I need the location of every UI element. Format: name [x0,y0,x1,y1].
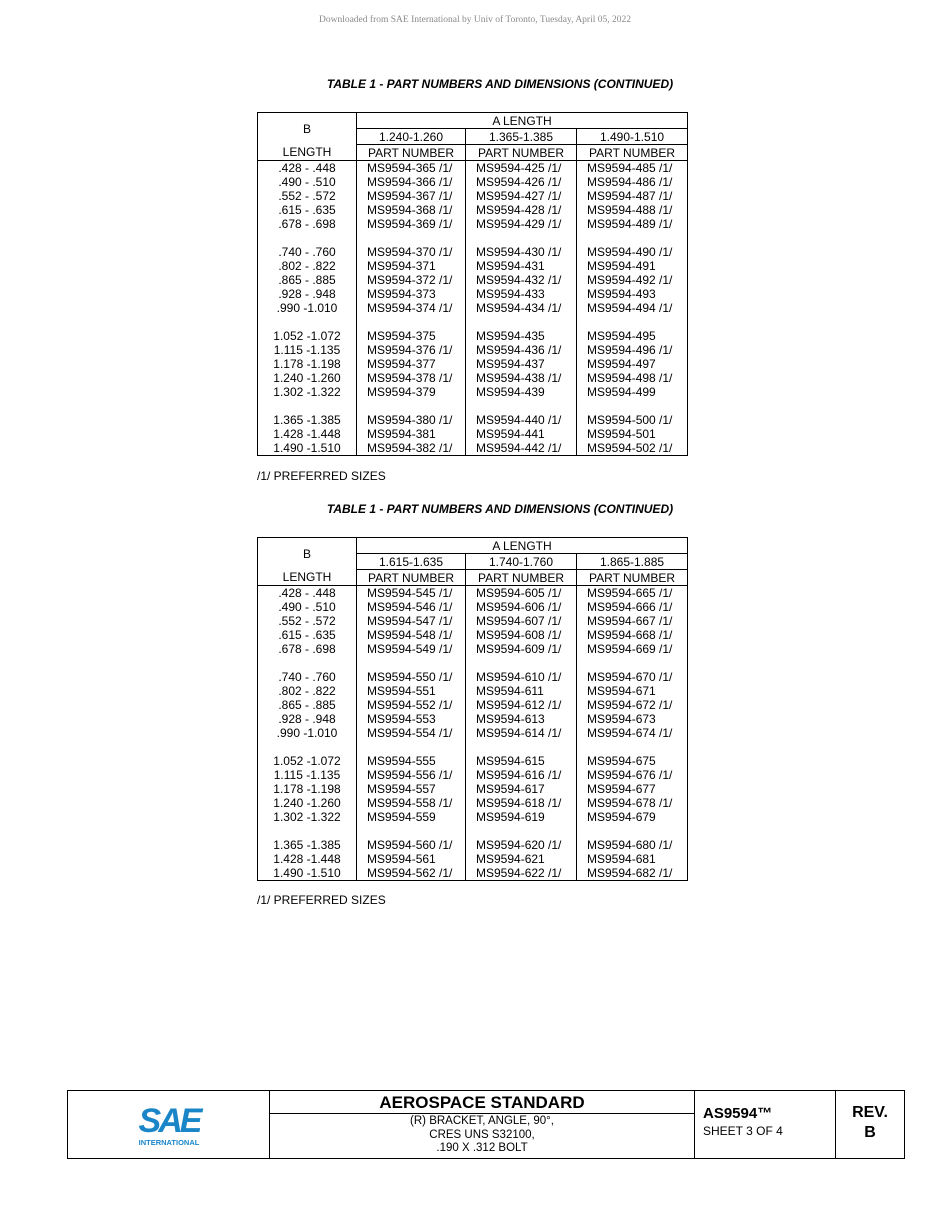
part-number-cell: MS9594-614 /1/ [466,726,577,740]
part-number-cell: MS9594-666 /1/ [577,600,688,614]
table-row [258,301,688,315]
table-row [258,628,688,642]
document-number: AS9594™ [703,1105,773,1122]
a-range-header: 1.240-1.260 [357,129,466,145]
part-number-cell: MS9594-554 /1/ [357,726,466,740]
part-number-cell: MS9594-552 /1/ [357,698,466,712]
spacer-cell [577,315,688,329]
sae-logo [68,1091,270,1158]
part-number-table-2 [257,537,688,881]
spacer-cell [466,231,577,245]
b-length-cell: 1.240 -1.260 [258,796,357,810]
part-number-cell: MS9594-485 /1/ [577,161,688,176]
table-body-2 [258,586,688,881]
table-row [258,586,688,601]
revision-value: B [864,1124,876,1141]
b-length-cell: .552 - .572 [258,189,357,203]
a-range-header: 1.740-1.760 [466,554,577,570]
part-number-cell: MS9594-502 /1/ [577,441,688,456]
part-number-cell: MS9594-377 [357,357,466,371]
part-number-cell: MS9594-434 /1/ [466,301,577,315]
table-row [258,726,688,740]
part-number-cell: MS9594-369 /1/ [357,217,466,231]
part-number-cell: MS9594-612 /1/ [466,698,577,712]
table-row [258,357,688,371]
group-spacer [258,824,688,838]
part-number-header: PART NUMBER [577,145,688,161]
length-header: LENGTH [258,145,357,161]
part-description [270,1114,694,1156]
part-number-cell: MS9594-431 [466,259,577,273]
spacer-cell [258,824,357,838]
spacer-cell [258,399,357,413]
part-number-cell: MS9594-374 /1/ [357,301,466,315]
group-spacer [258,740,688,754]
table-title-1: TABLE 1 - PART NUMBERS AND DIMENSIONS (CONTINUED) [326,77,674,91]
part-number-cell: MS9594-545 /1/ [357,586,466,601]
table-row [258,287,688,301]
spacer-cell [466,824,577,838]
part-number-cell: MS9594-500 /1/ [577,413,688,427]
table-row [258,217,688,231]
b-length-cell: .615 - .635 [258,203,357,217]
part-number-cell: MS9594-607 /1/ [466,614,577,628]
part-number-header: PART NUMBER [466,145,577,161]
part-number-cell: MS9594-372 /1/ [357,273,466,287]
part-number-cell: MS9594-667 /1/ [577,614,688,628]
spacer-cell [357,740,466,754]
b-length-cell: 1.240 -1.260 [258,371,357,385]
table-row [258,413,688,427]
title-block [67,1090,905,1159]
part-number-cell: MS9594-672 /1/ [577,698,688,712]
part-number-cell: MS9594-375 [357,329,466,343]
part-number-cell: MS9594-379 [357,385,466,399]
part-number-cell: MS9594-675 [577,754,688,768]
group-spacer [258,399,688,413]
b-length-cell: .990 -1.010 [258,726,357,740]
revision-cell [836,1091,904,1158]
part-number-cell: MS9594-678 /1/ [577,796,688,810]
a-range-header: 1.490-1.510 [577,129,688,145]
part-number-cell: MS9594-376 /1/ [357,343,466,357]
b-length-cell: .990 -1.010 [258,301,357,315]
table-row [258,698,688,712]
b-length-cell: .552 - .572 [258,614,357,628]
b-length-cell: 1.428 -1.448 [258,852,357,866]
part-number-cell: MS9594-427 /1/ [466,189,577,203]
svg-text:INTERNATIONAL: INTERNATIONAL [138,1138,200,1147]
part-number-header: PART NUMBER [466,570,577,586]
part-number-cell: MS9594-492 /1/ [577,273,688,287]
part-number-cell: MS9594-621 [466,852,577,866]
b-length-cell: 1.302 -1.322 [258,810,357,824]
part-number-cell: MS9594-609 /1/ [466,642,577,656]
b-length-cell: .740 - .760 [258,245,357,259]
part-number-cell: MS9594-562 /1/ [357,866,466,881]
spacer-cell [466,315,577,329]
part-number-cell: MS9594-501 [577,427,688,441]
part-number-cell: MS9594-681 [577,852,688,866]
table-row [258,427,688,441]
part-number-cell: MS9594-608 /1/ [466,628,577,642]
part-number-cell: MS9594-491 [577,259,688,273]
spacer-cell [357,399,466,413]
group-spacer [258,315,688,329]
part-number-cell: MS9594-436 /1/ [466,343,577,357]
part-number-cell: MS9594-561 [357,852,466,866]
a-range-header: 1.865-1.885 [577,554,688,570]
part-number-cell: MS9594-370 /1/ [357,245,466,259]
part-number-cell: MS9594-558 /1/ [357,796,466,810]
spacer-cell [577,656,688,670]
a-range-header: 1.365-1.385 [466,129,577,145]
part-number-cell: MS9594-441 [466,427,577,441]
description-line: .190 X .312 BOLT [436,1142,528,1154]
part-number-cell: MS9594-555 [357,754,466,768]
part-number-cell: MS9594-437 [466,357,577,371]
part-number-cell: MS9594-382 /1/ [357,441,466,456]
part-number-cell: MS9594-615 [466,754,577,768]
b-length-cell: 1.302 -1.322 [258,385,357,399]
part-number-cell: MS9594-429 /1/ [466,217,577,231]
spacer-cell [357,315,466,329]
part-number-cell: MS9594-365 /1/ [357,161,466,176]
a-length-header: A LENGTH [357,538,688,554]
table-row [258,712,688,726]
length-header: LENGTH [258,570,357,586]
spacer-cell [357,656,466,670]
part-number-cell: MS9594-366 /1/ [357,175,466,189]
part-number-cell: MS9594-493 [577,287,688,301]
part-number-cell: MS9594-495 [577,329,688,343]
part-number-cell: MS9594-489 /1/ [577,217,688,231]
spacer-cell [577,231,688,245]
table-row [258,329,688,343]
part-number-cell: MS9594-676 /1/ [577,768,688,782]
part-number-cell: MS9594-433 [466,287,577,301]
table-row [258,684,688,698]
b-length-cell: .490 - .510 [258,175,357,189]
table-row [258,670,688,684]
part-number-cell: MS9594-669 /1/ [577,642,688,656]
b-length-cell: .678 - .698 [258,642,357,656]
b-length-cell: 1.490 -1.510 [258,866,357,881]
part-number-cell: MS9594-617 [466,782,577,796]
sheet-number: SHEET 3 OF 4 [703,1124,783,1138]
spacer-cell [577,399,688,413]
part-number-cell: MS9594-435 [466,329,577,343]
part-number-cell: MS9594-373 [357,287,466,301]
b-length-cell: .928 - .948 [258,712,357,726]
part-number-cell: MS9594-549 /1/ [357,642,466,656]
spacer-cell [258,740,357,754]
part-number-cell: MS9594-551 [357,684,466,698]
table-row [258,259,688,273]
b-length-cell: .428 - .448 [258,161,357,176]
document-id-cell [695,1091,836,1158]
b-length-cell: 1.428 -1.448 [258,427,357,441]
table-row [258,852,688,866]
spacer-cell [466,740,577,754]
part-number-table-1 [257,112,688,456]
table-row [258,754,688,768]
b-length-cell: .928 - .948 [258,287,357,301]
b-length-cell: .490 - .510 [258,600,357,614]
part-number-cell: MS9594-556 /1/ [357,768,466,782]
part-number-cell: MS9594-620 /1/ [466,838,577,852]
part-number-cell: MS9594-557 [357,782,466,796]
part-number-cell: MS9594-442 /1/ [466,441,577,456]
part-number-cell: MS9594-677 [577,782,688,796]
b-length-cell: 1.115 -1.135 [258,768,357,782]
part-number-cell: MS9594-680 /1/ [577,838,688,852]
b-length-cell: .802 - .822 [258,259,357,273]
part-number-cell: MS9594-499 [577,385,688,399]
part-number-cell: MS9594-616 /1/ [466,768,577,782]
part-number-cell: MS9594-671 [577,684,688,698]
revision-label: REV. [852,1104,888,1121]
table-row [258,161,688,176]
part-number-cell: MS9594-682 /1/ [577,866,688,881]
part-number-cell: MS9594-496 /1/ [577,343,688,357]
part-number-cell: MS9594-428 /1/ [466,203,577,217]
part-number-cell: MS9594-371 [357,259,466,273]
table-row [258,600,688,614]
footnote-1: /1/ PREFERRED SIZES [257,469,386,483]
part-number-cell: MS9594-618 /1/ [466,796,577,810]
part-number-header: PART NUMBER [357,570,466,586]
part-number-cell: MS9594-619 [466,810,577,824]
title-description-cell [270,1091,695,1158]
part-number-cell: MS9594-425 /1/ [466,161,577,176]
part-number-cell: MS9594-679 [577,810,688,824]
b-length-cell: 1.052 -1.072 [258,329,357,343]
table-row [258,838,688,852]
download-watermark: Downloaded from SAE International by Univ of Toronto, Tuesday, April 05, 2022 [318,15,631,25]
spacer-cell [357,231,466,245]
part-number-cell: MS9594-486 /1/ [577,175,688,189]
b-length-cell: .865 - .885 [258,698,357,712]
part-number-cell: MS9594-674 /1/ [577,726,688,740]
part-number-cell: MS9594-381 [357,427,466,441]
table-row [258,343,688,357]
footnote-2: /1/ PREFERRED SIZES [257,893,386,907]
group-spacer [258,656,688,670]
table-row [258,175,688,189]
part-number-cell: MS9594-380 /1/ [357,413,466,427]
table-title-2: TABLE 1 - PART NUMBERS AND DIMENSIONS (CONTINUED) [326,502,674,516]
part-number-cell: MS9594-438 /1/ [466,371,577,385]
part-number-cell: MS9594-497 [577,357,688,371]
spacer-cell [357,824,466,838]
part-number-cell: MS9594-610 /1/ [466,670,577,684]
part-number-cell: MS9594-670 /1/ [577,670,688,684]
table-row [258,614,688,628]
part-number-cell: MS9594-432 /1/ [466,273,577,287]
table-row [258,796,688,810]
part-number-cell: MS9594-494 /1/ [577,301,688,315]
part-number-cell: MS9594-487 /1/ [577,189,688,203]
part-number-cell: MS9594-548 /1/ [357,628,466,642]
description-line: (R) BRACKET, ANGLE, 90°, [410,1115,554,1127]
standard-type: AEROSPACE STANDARD [270,1091,694,1114]
svg-text:SAE: SAE [138,1102,200,1140]
table-row [258,866,688,881]
table-row [258,371,688,385]
b-length-cell: 1.178 -1.198 [258,357,357,371]
b-length-cell: .740 - .760 [258,670,357,684]
b-length-cell: 1.490 -1.510 [258,441,357,456]
spacer-cell [258,656,357,670]
table-row [258,441,688,456]
part-number-cell: MS9594-378 /1/ [357,371,466,385]
part-number-cell: MS9594-553 [357,712,466,726]
b-length-cell: .678 - .698 [258,217,357,231]
table-row [258,642,688,656]
b-length-cell: .615 - .635 [258,628,357,642]
table-row [258,245,688,259]
b-length-cell: 1.365 -1.385 [258,413,357,427]
b-length-cell: 1.052 -1.072 [258,754,357,768]
part-number-cell: MS9594-605 /1/ [466,586,577,601]
part-number-header: PART NUMBER [357,145,466,161]
part-number-cell: MS9594-665 /1/ [577,586,688,601]
part-number-cell: MS9594-559 [357,810,466,824]
table-row [258,810,688,824]
part-number-cell: MS9594-546 /1/ [357,600,466,614]
part-number-cell: MS9594-550 /1/ [357,670,466,684]
table-body-1 [258,161,688,456]
b-length-cell: .802 - .822 [258,684,357,698]
part-number-cell: MS9594-488 /1/ [577,203,688,217]
table-row [258,273,688,287]
b-length-cell: .428 - .448 [258,586,357,601]
spacer-cell [466,656,577,670]
table-row [258,203,688,217]
spacer-cell [258,315,357,329]
spacer-cell [466,399,577,413]
b-length-cell: 1.115 -1.135 [258,343,357,357]
part-number-cell: MS9594-673 [577,712,688,726]
part-number-cell: MS9594-440 /1/ [466,413,577,427]
table-row [258,768,688,782]
part-number-cell: MS9594-668 /1/ [577,628,688,642]
part-number-cell: MS9594-426 /1/ [466,175,577,189]
table-row [258,189,688,203]
part-number-cell: MS9594-613 [466,712,577,726]
spacer-cell [258,231,357,245]
spacer-cell [577,740,688,754]
part-number-cell: MS9594-367 /1/ [357,189,466,203]
part-number-cell: MS9594-606 /1/ [466,600,577,614]
table-row [258,385,688,399]
part-number-cell: MS9594-430 /1/ [466,245,577,259]
part-number-header: PART NUMBER [577,570,688,586]
part-number-cell: MS9594-368 /1/ [357,203,466,217]
part-number-cell: MS9594-547 /1/ [357,614,466,628]
table-row [258,782,688,796]
part-number-cell: MS9594-490 /1/ [577,245,688,259]
part-number-cell: MS9594-560 /1/ [357,838,466,852]
part-number-cell: MS9594-439 [466,385,577,399]
part-number-cell: MS9594-498 /1/ [577,371,688,385]
part-number-cell: MS9594-622 /1/ [466,866,577,881]
a-length-header: A LENGTH [357,113,688,129]
b-length-cell: .865 - .885 [258,273,357,287]
part-number-cell: MS9594-611 [466,684,577,698]
group-spacer [258,231,688,245]
spacer-cell [577,824,688,838]
a-range-header: 1.615-1.635 [357,554,466,570]
b-length-cell: 1.365 -1.385 [258,838,357,852]
b-header: B [258,113,357,145]
b-length-cell: 1.178 -1.198 [258,782,357,796]
b-header: B [258,538,357,570]
description-line: CRES UNS S32100, [429,1128,535,1141]
